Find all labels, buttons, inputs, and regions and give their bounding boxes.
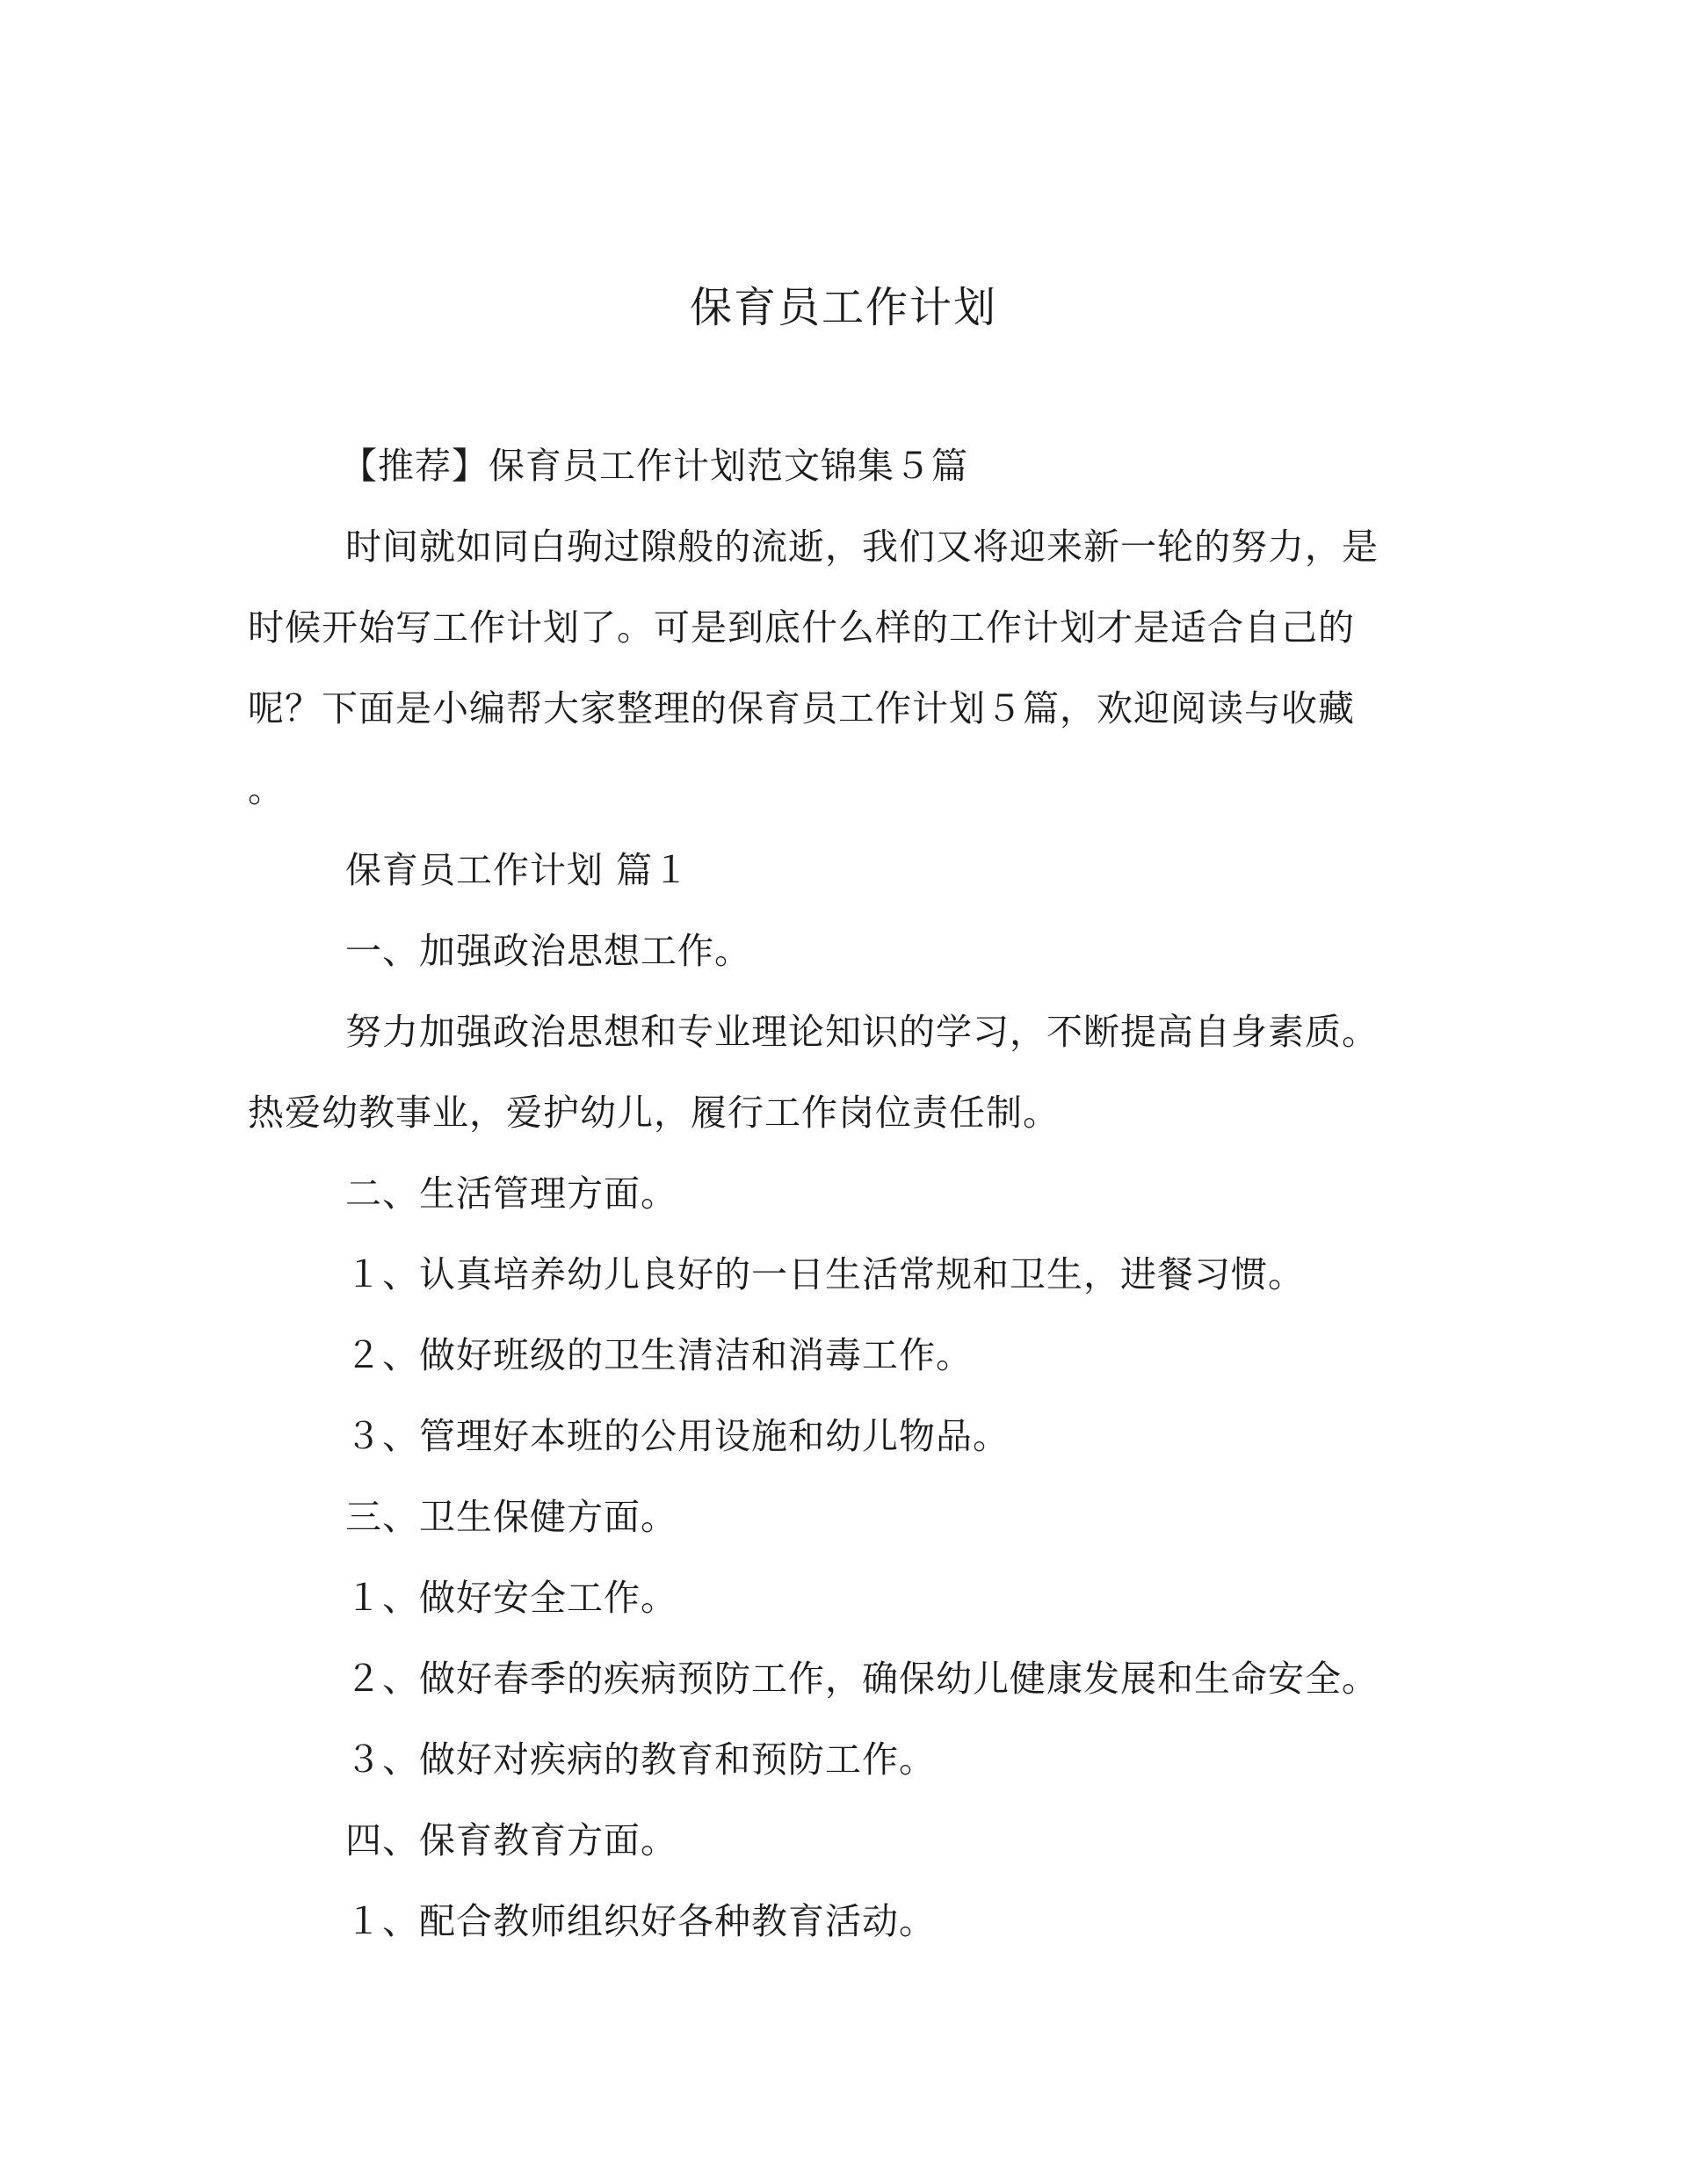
heading-political-work: 一、加强政治思想工作。 xyxy=(345,930,751,972)
document-title: 保育员工作计划 xyxy=(689,283,997,332)
section-heading-part-1: 保育员工作计划 篇１ xyxy=(345,849,691,891)
health-item-2: ２、做好春季的疾病预防工作，确保幼儿健康发展和生命安全。 xyxy=(345,1658,1379,1700)
heading-life-management: 二、生活管理方面。 xyxy=(345,1172,677,1215)
intro-paragraph-line-3: 呢？下面是小编帮大家整理的保育员工作计划５篇，欢迎阅读与收藏 xyxy=(248,687,1355,729)
intro-paragraph-line-2: 时候开始写工作计划了。可是到底什么样的工作计划才是适合自己的 xyxy=(248,606,1355,649)
political-paragraph-line-1: 努力加强政治思想和专业理论知识的学习，不断提高自身素质。 xyxy=(345,1011,1379,1053)
intro-paragraph-line-4: 。 xyxy=(248,768,285,810)
intro-paragraph-line-1: 时间就如同白驹过隙般的流逝，我们又将迎来新一轮的努力，是 xyxy=(345,526,1379,568)
education-item-1: １、配合教师组织好各种教育活动。 xyxy=(345,1900,936,1942)
heading-health-care: 三、卫生保健方面。 xyxy=(345,1496,677,1538)
heading-education: 四、保育教育方面。 xyxy=(345,1819,677,1861)
life-item-1: １、认真培养幼儿良好的一日生活常规和卫生，进餐习惯。 xyxy=(345,1253,1305,1295)
political-paragraph-line-2: 热爱幼教事业，爱护幼儿，履行工作岗位责任制。 xyxy=(248,1092,1060,1134)
recommend-heading: 【推荐】保育员工作计划范文锦集５篇 xyxy=(341,445,968,487)
life-item-3: ３、管理好本班的公用设施和幼儿物品。 xyxy=(345,1415,1010,1457)
health-item-1: １、做好安全工作。 xyxy=(345,1577,677,1619)
health-item-3: ３、做好对疾病的教育和预防工作。 xyxy=(345,1738,936,1781)
life-item-2: ２、做好班级的卫生清洁和消毒工作。 xyxy=(345,1334,973,1376)
